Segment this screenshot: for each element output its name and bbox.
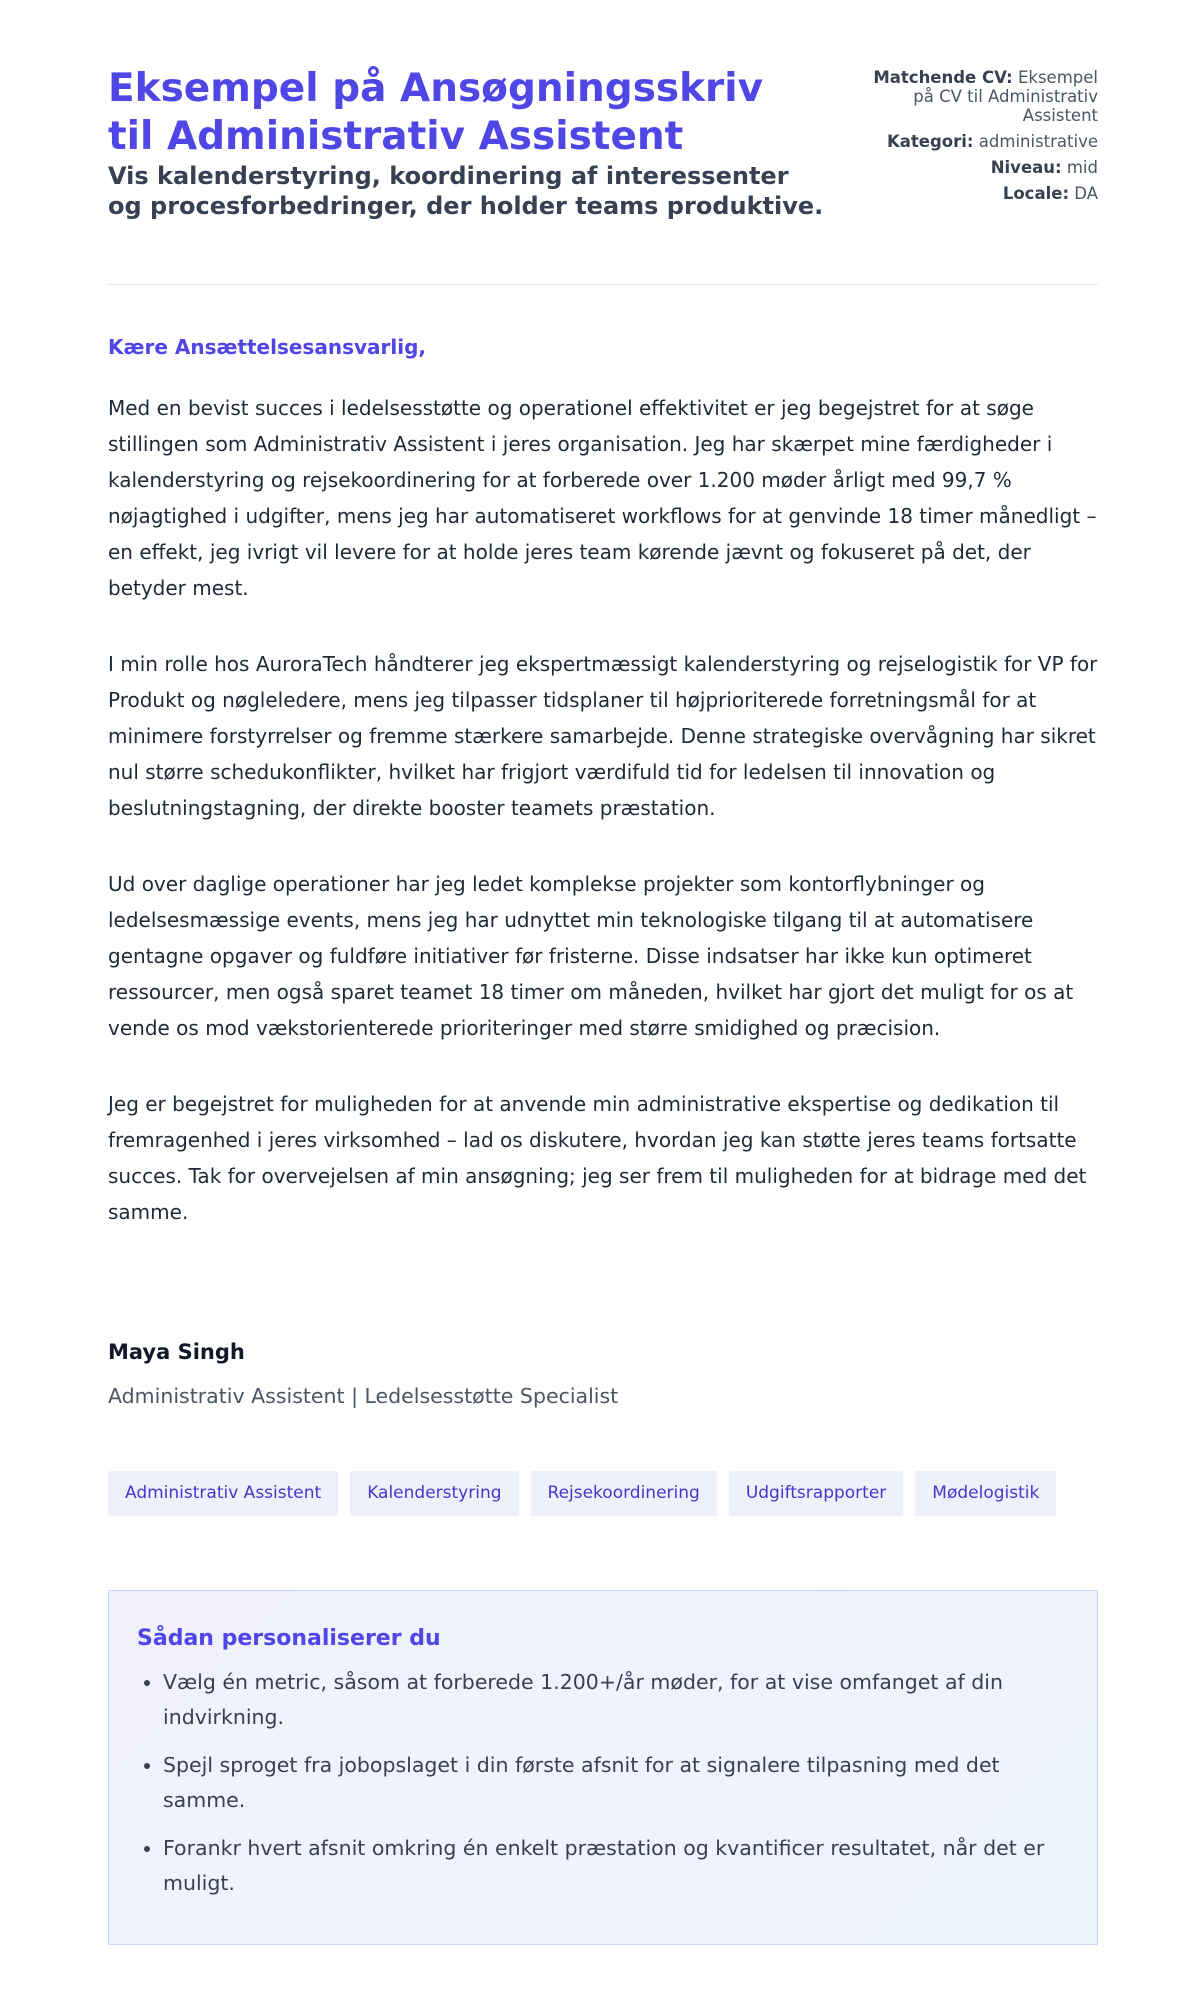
tips-item: • Spejl sproget fra jobopslaget i din første afsnit for at signalere tilpasning med det samme. <box>163 1748 1069 1818</box>
meta-locale <box>858 184 1098 203</box>
tag-modelogistik[interactable]: Mødelogistik <box>915 1471 1056 1516</box>
meta-category <box>858 132 1098 151</box>
signature-name: Maya Singh <box>108 1340 245 1364</box>
personalization-tips <box>108 1590 1098 1945</box>
meta-level <box>858 158 1098 177</box>
page-header <box>108 0 1098 285</box>
signature-title: Administrativ Assistent | Ledelsesstøtte Specialist <box>108 1384 619 1408</box>
tag-udgiftsrapporter[interactable]: Udgiftsrapporter <box>729 1471 903 1516</box>
letter-body <box>108 390 1098 1270</box>
tips-title: Sådan personaliserer du <box>137 1626 441 1651</box>
meta-matching-cv <box>858 68 1098 125</box>
meta-category-label: Kategori: <box>886 132 974 151</box>
letter-paragraph: I min rolle hos AuroraTech håndterer jeg ekspertmæssigt kalenderstyring og rejselogistik for VP for Produkt og nøgleledere, mens jeg tilpasser tidsplaner til højprioriterede forretningsmål for at minimere forstyrrelser og fremme stærkere samarbejde. Denne strategiske overvågning har sikret nul større schedukonflikter, hvilket har frigjort værdifuld tid for ledelsen til innovation og beslutningstagning, der direkte booster teamets præstation. <box>108 652 1098 820</box>
letter-paragraph: Med en bevist succes i ledelsesstøtte og operationel effektivitet er jeg begejstret for at søge stillingen som Administrativ Assistent i jeres organisation. Jeg har skærpet mine færdigheder i kalenderstyring og rejsekoordinering for at forberede over 1.200 møder årligt med 99,7 % nøjagtighed i udgifter, mens jeg har automatiseret workflows for at genvinde 18 timer månedligt – en effekt, jeg ivrigt vil levere for at holde jeres team kørende jævnt og fokuseret på det, der betyder mest. <box>108 396 1097 600</box>
meta-panel <box>858 68 1098 210</box>
page-title: Eksempel på Ansøgningsskriv til Administrativ Assistent <box>108 66 764 159</box>
tag-kalenderstyring[interactable]: Kalenderstyring <box>350 1471 518 1516</box>
letter-paragraph: Jeg er begejstret for muligheden for at anvende min administrative ekspertise og dedikation til fremragenhed i jeres virksomhed – lad os diskutere, hvordan jeg kan støtte jeres teams fortsatte succes. Tak for overvejelsen af min ansøgning; jeg ser frem til muligheden for at bidrage med det samme. <box>108 1092 1087 1224</box>
tips-item: • Forankr hvert afsnit omkring én enkelt præstation og kvantificer resultatet, når det er muligt. <box>163 1831 1069 1901</box>
meta-locale-label: Locale: <box>1002 184 1070 203</box>
meta-cv-value: Eksempel på CV til Administrativ Assistent <box>913 68 1098 125</box>
meta-category-value: administrative <box>978 132 1098 151</box>
meta-cv-label: Matchende CV: <box>873 68 1013 87</box>
tips-list <box>137 1665 1069 1901</box>
meta-level-label: Niveau: <box>990 158 1062 177</box>
letter-greeting: Kære Ansættelsesansvarlig, <box>108 335 426 359</box>
tag-list <box>108 1471 1056 1516</box>
meta-level-value: mid <box>1066 158 1098 177</box>
tips-item: • Vælg én metric, såsom at forberede 1.200+/år møder, for at vise omfanget af din indvirkning. <box>163 1665 1069 1735</box>
tag-administrativ-assistent[interactable]: Administrativ Assistent <box>108 1471 338 1516</box>
letter-paragraph: Ud over daglige operationer har jeg ledet komplekse projekter som kontorflybninger og ledelsesmæssige events, mens jeg har udnyttet min teknologiske tilgang til at automatisere gentagne opgaver og fuldføre initiativer før fristerne. Disse indsatser har ikke kun optimeret ressourcer, men også sparet teamet 18 timer om måneden, hvilket har gjort det muligt for os at vende os mod vækstorienterede prioriteringer med større smidighed og præcision. <box>108 872 1074 1040</box>
meta-locale-value: DA <box>1074 184 1098 203</box>
page-subtitle: Vis kalenderstyring, koordinering af interessenter og procesforbedringer, der holder teams produktive. <box>108 162 824 220</box>
tag-rejsekoordinering[interactable]: Rejsekoordinering <box>531 1471 717 1516</box>
